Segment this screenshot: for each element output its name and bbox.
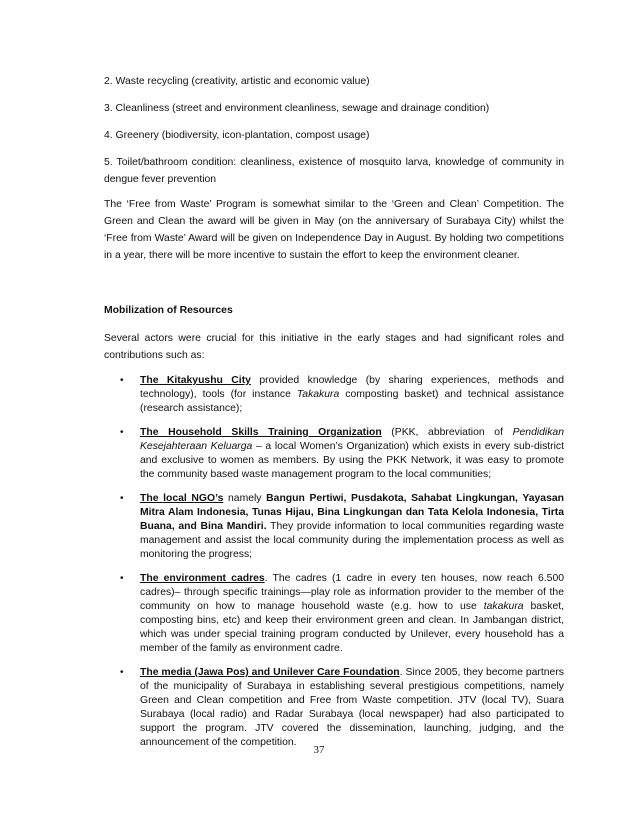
actor-title: The media (Jawa Pos) and Unilever Care Foundation xyxy=(140,667,400,678)
bullet-icon: • xyxy=(120,573,124,584)
list-item-ngo xyxy=(104,492,564,562)
actor-text: . Since 2005, they become partners of the municipality of Surabaya in establishing several prestigious competitions, namely Green and Clean competition and Free from Waste competition. JTV (local TV), Suara Surabaya (local radio) and Radar Surabaya (local newspaper) had also participated to support the program. JTV covered the dissemination, launching, judging, and the announcement of the competition. xyxy=(140,667,564,748)
actor-title: The local NGO’s xyxy=(140,493,224,504)
actor-text: namely xyxy=(223,493,267,504)
actor-italic: takakura xyxy=(483,601,524,612)
bullet-icon: • xyxy=(120,427,124,438)
actor-text: (PKK, abbreviation of xyxy=(381,427,513,438)
list-item-cleanliness: 3. Cleanliness (street and environment cleanliness, sewage and drainage condition) xyxy=(104,103,490,114)
actors-list xyxy=(104,374,564,760)
actor-text: basket, composting bins, etc) and keep their environment green and clean. In Jambangan district, which was under special training program conducted by Unilever, every household has a member of the family as environment cadre. xyxy=(140,601,564,654)
list-item-toilet-condition: 5. Toilet/bathroom condition: cleanliness, existence of mosquito larva, knowledge of community in dengue fever prevention xyxy=(104,157,564,185)
actor-text: – a local Women’s Organization) which exists in every sub-district and exclusive to women as members. By using the PKK Network, it was easy to promote the community based waste management program to the local communities; xyxy=(140,441,565,480)
actor-text: provided knowledge (by sharing experiences, methods and technology), tools (for instance xyxy=(140,375,564,400)
section-heading: Mobilization of Resources xyxy=(104,305,233,316)
bullet-icon: • xyxy=(120,375,124,386)
actor-italic: Pendidikan Kesejahteraan Keluarga xyxy=(140,427,564,452)
intro-paragraph: Several actors were crucial for this initiative in the early stages and had significant roles and contributions such as: xyxy=(104,333,564,361)
page-number: 37 xyxy=(313,744,325,756)
list-item-kitakyushu xyxy=(104,374,564,416)
bullet-icon: • xyxy=(120,493,124,504)
list-item-media xyxy=(104,666,564,750)
list-item-pkk xyxy=(104,426,564,482)
actor-italic: Takakura xyxy=(296,389,340,400)
list-item-waste-recycling: 2. Waste recycling (creativity, artistic and economic value) xyxy=(104,76,370,87)
actor-title: The Household Skills Training Organization xyxy=(140,427,382,438)
list-item-cadres xyxy=(104,572,564,656)
bullet-icon: • xyxy=(120,667,124,678)
ngo-names: Bangun Pertiwi, Pusdakota, Sahabat Lingkungan, Yayasan Mitra Alam Indonesia, Tunas Hijau, Bina Lingkungan dan Tata Kelola Indonesia, Tirta Buana, and Bina Mandiri. xyxy=(140,493,564,532)
actor-title: The Kitakyushu City xyxy=(140,375,251,386)
paragraph-free-from-waste: The ‘Free from Waste’ Program is somewhat similar to the ‘Green and Clean’ Competition. The Green and Clean the award will be given in May (on the anniversary of Surabaya City) whilst the ‘Free from Waste’ Award will be given on Independence Day in August. By holding two competitions in a year, there will be more incentive to sustain the effort to keep the environment cleaner. xyxy=(104,199,564,261)
actor-text: They provide information to local communities regarding waste management and assist the local community during the implementation process as well as monitoring the progress; xyxy=(140,521,564,560)
list-item-greenery: 4. Greenery (biodiversity, icon-plantation, compost usage) xyxy=(104,130,370,141)
actor-text: . The cadres (1 cadre in every ten houses, now reach 6.500 cadres)– through specific trainings—play role as information provider to the member of the community on how to manage household waste (e.g. how to use xyxy=(140,573,564,612)
actor-title: The environment cadres xyxy=(140,573,265,584)
actor-text: composting basket) and technical assistance (research assistance); xyxy=(140,389,564,414)
